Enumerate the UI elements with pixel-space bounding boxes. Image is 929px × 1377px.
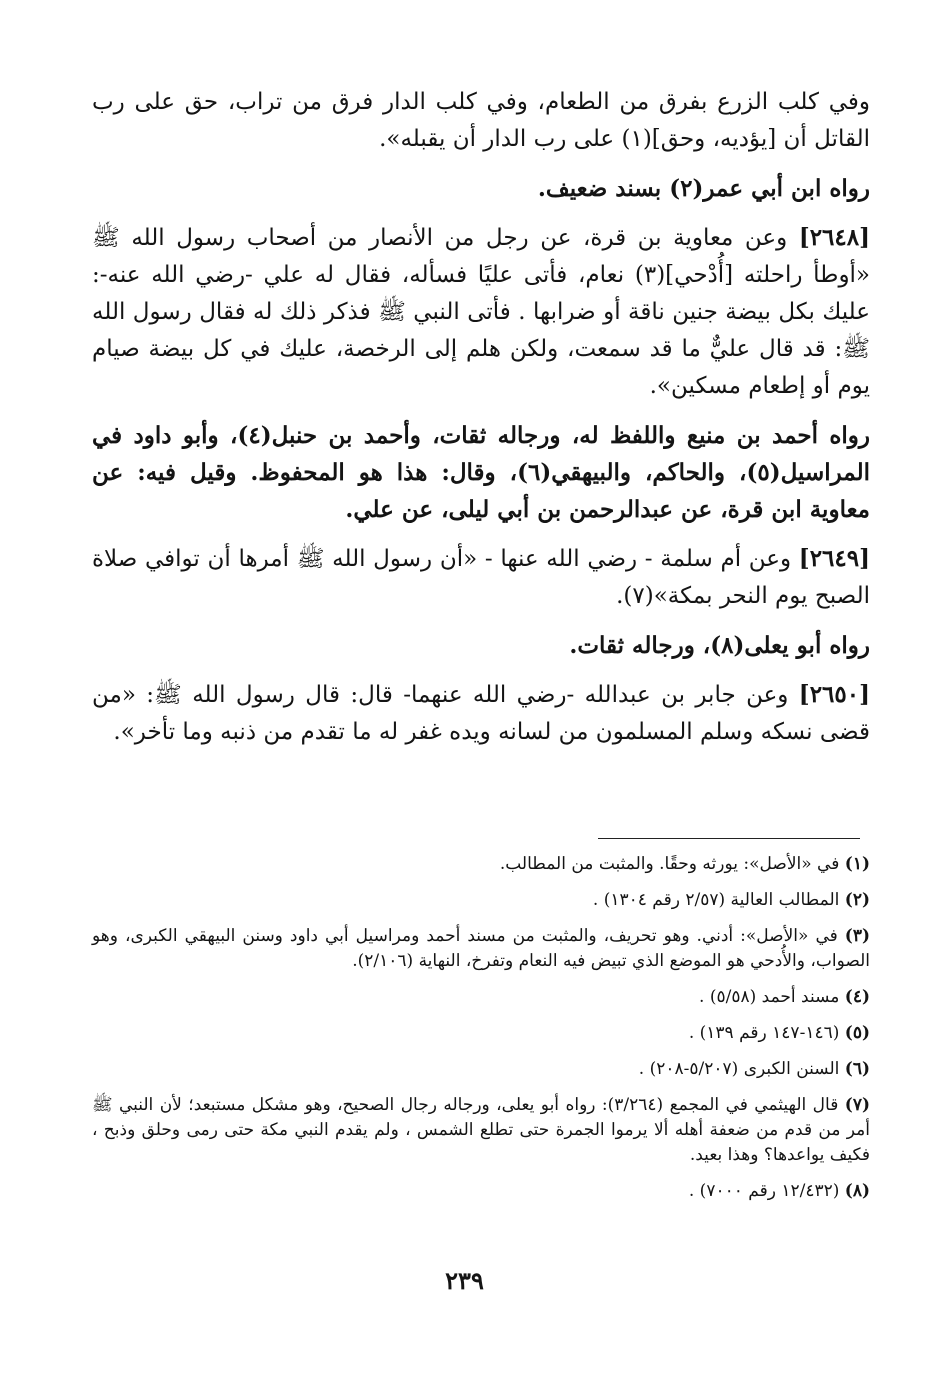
hadith-number: [٢٦٤٩] (798, 545, 870, 572)
footnote (92, 1057, 870, 1082)
footnote (92, 1179, 870, 1204)
footnote-divider (598, 838, 860, 839)
footnote-text: في «الأصل»: يورثه وحقًا. والمثبت من المطالب. (499, 854, 840, 874)
footnote (92, 852, 870, 877)
footnote (92, 985, 870, 1010)
hadith-2650 (92, 676, 870, 751)
narration-note (92, 627, 870, 664)
page-number: ٢٣٩ (445, 1266, 484, 1295)
paragraph-text: وعن جابر بن عبدالله -رضي الله عنهما- قال: قال رسول الله ﷺ: «من قضى نسكه وسلم المسلمون من لسانه ويده غفر له ما تقدم من ذنبه وما تأخر». (92, 682, 870, 745)
footnote-text: مسند أحمد (٥/٥٨) . (699, 987, 840, 1007)
paragraph-text: وعن معاوية بن قرة، عن رجل من الأنصار من أصحاب رسول الله ﷺ «أوطأ راحلته [أُدْحي](٣) نعام، فأتى عليًا فسأله، فقال له علي -رضي الله عنه-: عليك بكل بيضة جنين ناقة أو ضرابها . فأتى النبي ﷺ فذكر ذلك له فقال رسول الله ﷺ: قد قال عليٌّ ما قد سمعت، ولكن هلم إلى الرخصة، عليك في كل بيضة صيام يوم أو إطعام مسكين». (92, 225, 871, 399)
footnote-number: (٧) (844, 1095, 870, 1115)
footnote-number: (١) (844, 854, 870, 874)
hadith-2649 (92, 540, 870, 615)
footnote-text: قال الهيثمي في المجمع (٣/٢٦٤): رواه أبو يعلى، ورجاله رجال الصحيح، وهو مشكل مستبعد؛ لأن النبي ﷺ أمر من قدم من ضعفة أهله ألا يرموا الجمرة حتى تطلع الشمس ، ولم يقدم النبي مكة حتى رمى وحلق وذبح ، فكيف يواعدها؟ وهذا بعيد. (92, 1095, 870, 1165)
footnote-text: في «الأصل»: أدني. وهو تحريف، والمثبت من مسند أحمد ومراسيل أبي داود وسنن البيهقي الكبرى، وهو الصواب، والأُدحي هو الموضع الذي تبيض فيه النعام وتفرخ، النهاية (٢/١٠٦). (92, 926, 870, 971)
narration-note (92, 170, 870, 207)
footnote-number: (٤) (844, 987, 870, 1007)
footnote-text: السنن الكبرى (٥/٢٠٧-٢٠٨) . (638, 1059, 840, 1079)
footnote-number: (٢) (844, 890, 870, 910)
paragraph-text: وعن أم سلمة - رضي الله عنها - «أن رسول الله ﷺ أمرها أن توافي صلاة الصبح يوم النحر بمكة»(٧). (92, 546, 870, 609)
hadith-2648 (92, 219, 870, 405)
footnote (92, 924, 870, 974)
paragraph-text: وفي كلب الزرع بفرق من الطعام، وفي كلب الدار فرق من تراب، حق على رب القاتل أن [يؤديه، وحق](١) على رب الدار أن يقبله». (92, 89, 870, 152)
paragraph-text: رواه ابن أبي عمر(٢) بسند ضعيف. (537, 175, 870, 202)
paragraph-continuation (92, 84, 870, 158)
footnote-number: (٥) (844, 1023, 870, 1043)
footnote-text: المطالب العالية (٢/٥٧ رقم ١٣٠٤) . (592, 890, 840, 910)
footnote (92, 1021, 870, 1046)
hadith-number: [٢٦٥٠] (798, 681, 870, 708)
footnote-text: (١٤٦-١٤٧ رقم ١٣٩) . (688, 1023, 840, 1043)
footnote-number: (٦) (844, 1059, 870, 1079)
narration-note (92, 417, 870, 528)
footnotes (92, 852, 870, 1215)
hadith-number: [٢٦٤٨] (798, 224, 871, 251)
footnote-number: (٣) (844, 926, 870, 946)
paragraph-text: رواه أحمد بن منيع واللفظ له، ورجاله ثقات، وأحمد بن حنبل(٤)، وأبو داود في المراسيل(٥)، والحاكم، والبيهقي(٦)، وقال: هذا هو المحفوظ. وقيل فيه: عن معاوية ابن قرة، عن عبدالرحمن بن أبي ليلى، عن علي. (92, 422, 870, 523)
paragraph-text: رواه أبو يعلى(٨)، ورجاله ثقات. (569, 632, 870, 659)
footnote-text: (١٢/٤٣٢ رقم ٧٠٠٠) . (688, 1181, 840, 1201)
footnote-number: (٨) (844, 1181, 870, 1201)
footnote (92, 1093, 870, 1168)
footnote (92, 888, 870, 913)
main-text (92, 84, 870, 763)
